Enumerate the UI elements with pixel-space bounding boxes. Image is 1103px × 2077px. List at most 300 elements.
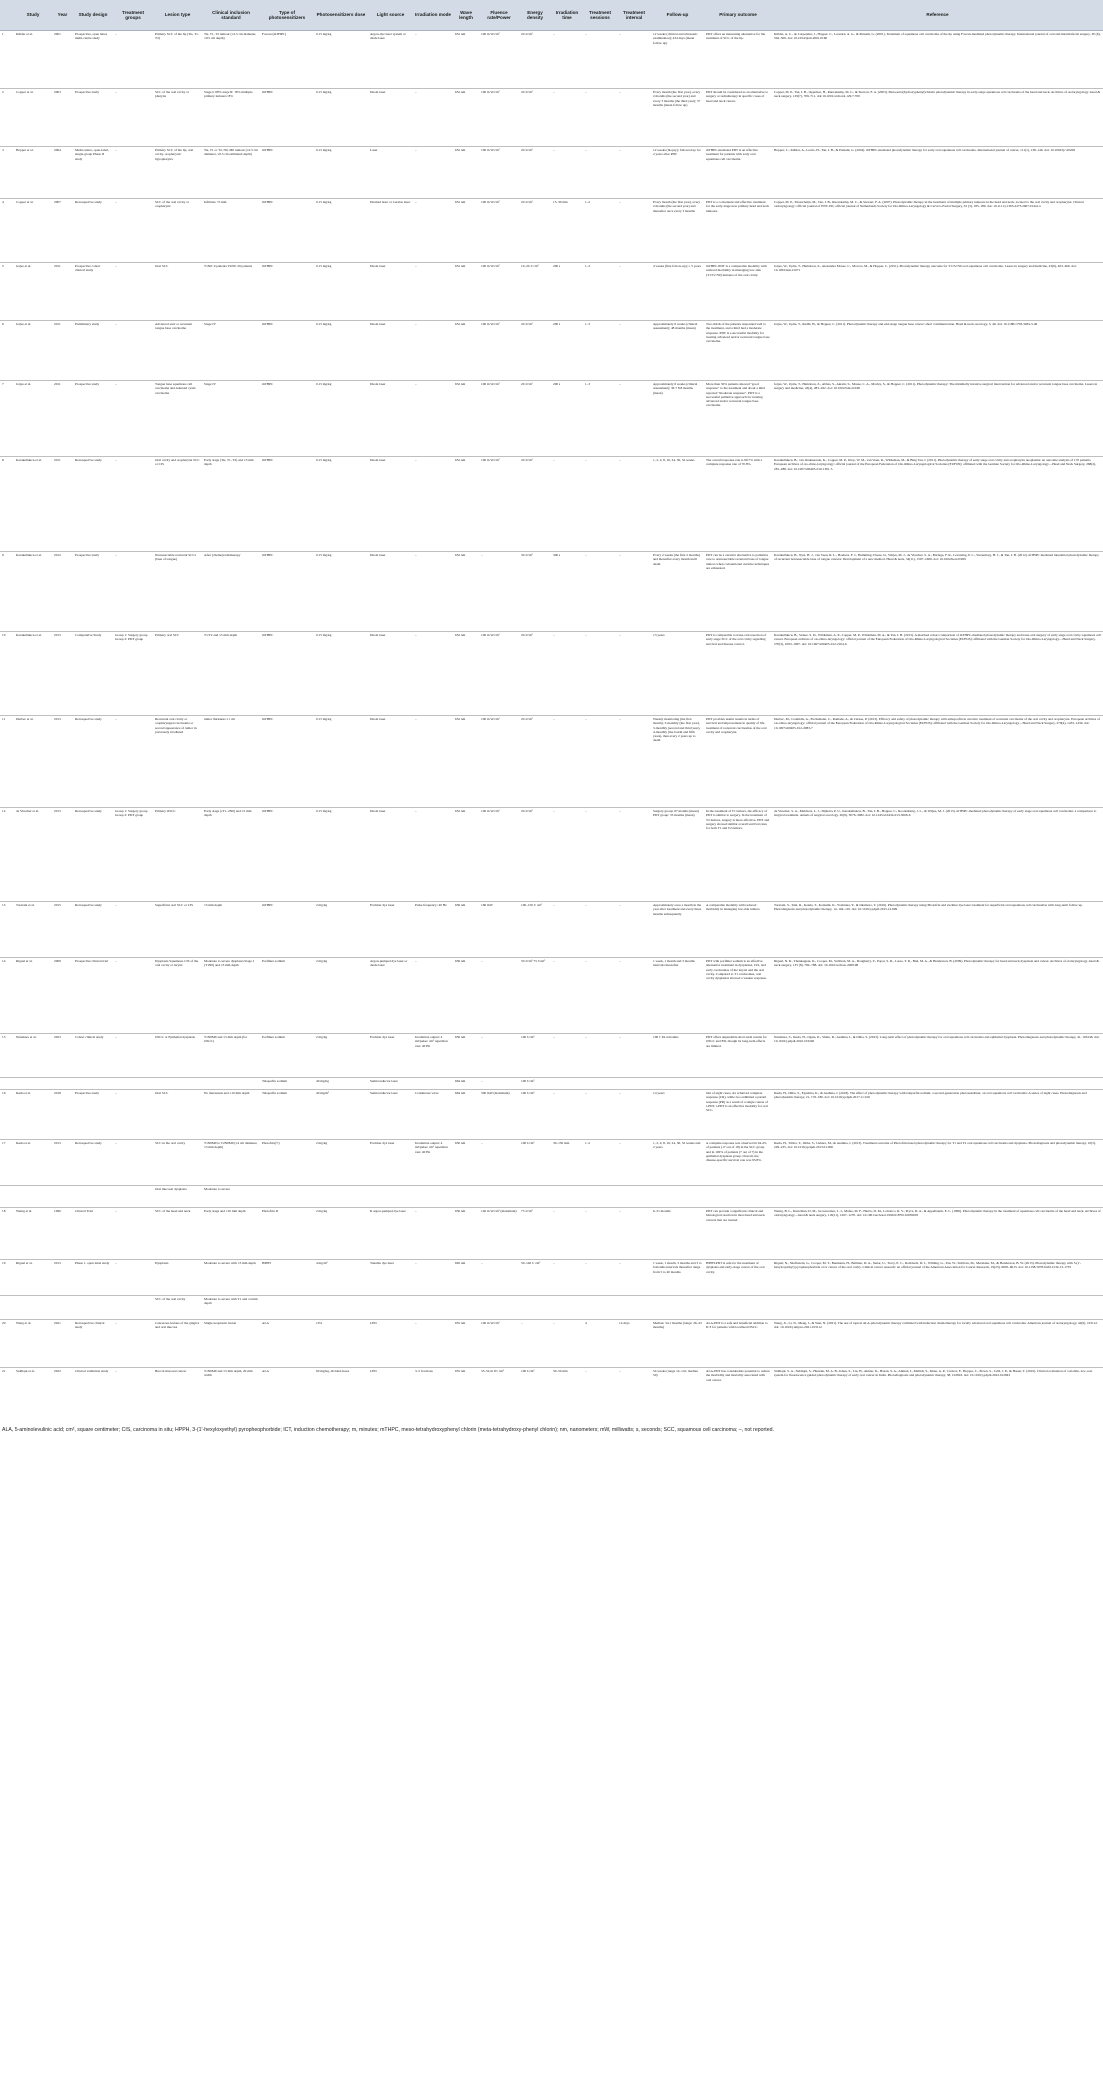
table-cell: Semiconductor laser — [368, 1078, 413, 1090]
table-cell: Porfimer sodium — [260, 1034, 314, 1078]
table-cell: Ikeda et al. — [14, 1090, 52, 1140]
table-cell: The overall response rate is 90.7% with a complete response rate of 70.8%. — [704, 457, 772, 552]
table-cell: mTHPC — [260, 808, 314, 902]
table-cell: 7 — [0, 381, 14, 457]
table-cell: – — [413, 321, 453, 381]
table-cell: de Visscher, S. A., Melchers, L. J., Dijkstra, P. U., Karakullukcu, B., Tan, I. B., Hopper, C., Roodenburg, J. L., & Witjes, M. J. (2013). mTHPC-mediated photodynamic therapy of early stage oral squamous cell carcinoma: a comparison to surgical treatment. Annals of surgical oncology, 20(9), 3076–3082. doi: 10.1245/s10434-013-3006-6 — [772, 808, 1103, 902]
table-cell: 9 — [0, 552, 14, 632]
table-cell: Copper, M. P., Tan, I. B., Oppelaar, H., Ruevekamp, M. C., & Stewart, F. A. (2003). Meta-tetra(hydroxyphenyl)chlorin photodynamic therapy in early-stage squamous cell carcinoma of the head and neck. Archives of otolaryngology–head & neck surgery, 129(7), 709–711. doi:10.1001/archotol.129.7.709 — [772, 89, 1103, 147]
table-cell: – — [583, 716, 617, 808]
table-cell: 2022 — [52, 1368, 73, 1422]
table-cell: A complete response was observed in 94.4% of patients (17 out of 18) in the SCC group and in 100% of patients (7 out of 7) in the epithelial dysplasia group. Overall, the disease-specific survival rate was 95.8%. — [704, 1140, 772, 1186]
table-cell: Prospective study — [73, 1090, 113, 1140]
table-cell: Rigual et al. — [14, 1260, 52, 1296]
table-cell: Siddiqui et al. — [14, 1368, 52, 1422]
table-cell: ALA-PDT has considerable potential to reduce the morbidity and mortality associated with oral cancer. — [704, 1368, 772, 1422]
table-cell: 0.15 mg/kg — [314, 89, 368, 147]
table-cell: Toratani et al. — [14, 902, 52, 958]
table-cell: 500 mW (maximum) — [479, 1090, 519, 1140]
table-cell: 1990 — [52, 1208, 73, 1260]
table-cell: Talaporfin sodium — [260, 1078, 314, 1090]
table-cell: Primary oral SCC — [153, 632, 202, 716]
table-cell: Copper et al. — [14, 199, 52, 263]
table-cell — [519, 1186, 551, 1208]
table-cell: Nanahara et al. — [14, 1034, 52, 1078]
table-cell: Retrospective study — [73, 1140, 113, 1186]
table-cell: 100 m W/cm² — [479, 263, 519, 321]
table-cell: Nanahara, S., Ikeda, H., Ogata, K., Shido, R., Asahina, I., & Ohba, S. (2023). Long-term effect of photodynamic therapy for oral squamous cell carcinoma and epithelial dysplasia. Photodiagnosis and photodynamic therapy, 41, 103246. doi: 10.1016/j.pdpdt.2022.103246 — [772, 1034, 1103, 1078]
table-cell: – — [551, 958, 583, 1034]
header-cell: Irradiation mode — [413, 0, 453, 31]
table-cell: 652 nm — [453, 89, 479, 147]
table-cell: Rigual et al. — [14, 958, 52, 1034]
table-cell: Every 2 weeks (the first 2 months) and thereafter every month until death — [651, 552, 704, 632]
table-cell: – — [413, 1320, 453, 1368]
table-cell: Argon-dye laser system or diode laser — [368, 31, 413, 89]
table-cell: – — [113, 1368, 153, 1422]
table-cell: 2 mg/kg — [314, 958, 368, 1034]
table-cell: Ikeda, H., Tobita, T., Ohba, S., Uehara, M., & Asahina, I. (2013). Treatment outcome of Photofrin-based photodynamic therapy for T1 and T2 oral squamous cell carcinoma and dysplasia. Photodiagnosis and photodynamic therapy, 10(3), 229–235. doi: 10.1016/j.pdpdt.2013.01.006 — [772, 1140, 1103, 1186]
header-cell: Fluence rate/Power — [479, 0, 519, 31]
table-cell: 50 J/cm² 75 J/cm² — [519, 958, 551, 1034]
table-cell: Talaporfin sodium — [260, 1090, 314, 1140]
header-row — [0, 0, 1103, 31]
table-cell: LED — [368, 1368, 413, 1422]
table-cell: – — [551, 716, 583, 808]
table-cell: Stage IV — [202, 381, 260, 457]
table-cell: 21 — [0, 1368, 14, 1422]
table-cell: 35–54 m W/ cm² — [479, 1368, 519, 1422]
table-cell: 652 nm — [453, 632, 479, 716]
table-cell: 2 mg/kg — [314, 902, 368, 958]
table-cell: 4 — [583, 1320, 617, 1368]
table-row — [0, 89, 1103, 147]
table-cell: Out of eight cases, six achieved complete response (CR), while two exhibited a partial response (PR) as a result of a single course of t-PDT. t-PDT is an effective modality for oral SCC. — [704, 1090, 772, 1140]
table-cell: Continuous wave — [413, 1090, 453, 1140]
table-cell: – — [413, 1208, 453, 1260]
table-cell — [113, 1186, 153, 1208]
table-cell: – — [617, 1368, 651, 1422]
table-cell: Prospective study — [73, 552, 113, 632]
table-cell: de Visscher et al. — [14, 808, 52, 902]
table-cell: 200 s — [551, 321, 583, 381]
table-cell: – — [583, 1208, 617, 1260]
table-cell: – — [479, 1140, 519, 1186]
table-cell — [519, 1296, 551, 1320]
table-cell: Karakullukcu, B., Nyst, H. J., van Veen, R. L., Hoebers, F. J., Hamming-Vrieze, O., Witjes, M. J., de Visscher, S. A., Burlage, F. R., Levendag, P. C., Sterenborg, H. J., & Tan, I. B. (2012). mTHPC mediated interstitial photodynamic therapy of recurrent nonresectable base of tongue cancers: Development of a new method. Head & neck, 34(11), 1597–1606. doi: 10.1002/hed.21969 — [772, 552, 1103, 632]
table-cell: PDT can provide a significant clinical and histological reaction in most head and neck cancers that are treated. — [704, 1208, 772, 1260]
table-cell: ≤5 mm depth — [202, 902, 260, 958]
table-cell: – — [413, 1260, 453, 1296]
table-cell: Oral SCC — [153, 1090, 202, 1140]
table-cell: – — [413, 199, 453, 263]
table-cell: 652 nm — [453, 31, 479, 89]
table-cell: – — [113, 1140, 153, 1186]
table-cell: 2007 — [52, 199, 73, 263]
table-cell: – — [113, 199, 153, 263]
table-cell: 100 m W/cm² — [479, 89, 519, 147]
table-cell: – — [583, 1034, 617, 1078]
table-cell: Every month (the first year), every 2 months (the second year) and thereafter once every 3 months — [651, 199, 704, 263]
table-cell: – — [551, 1208, 583, 1260]
table-cell: 2 mg/kg — [314, 1140, 368, 1186]
table-cell: Diode laser — [368, 321, 413, 381]
table-cell: 8 — [0, 457, 14, 552]
table-cell — [617, 1186, 651, 1208]
table-cell: PDT offers an interesting alternative for the treatment of SCC of the lip. — [704, 31, 772, 89]
table-cell: Tis, T1 or T2, N0, M0 tumour (≤2.5 cm diameter, ≤0.5 cm estimated depth) — [202, 147, 260, 199]
table-cell: Hopper et al. — [14, 147, 52, 199]
table-cell: More than 30% patients showed "good response" to the treatment and about a third reported "moderate response". PDT is a successful palliative approach for treating advanced and/or recurrent tongue base carcinoma. — [704, 381, 772, 457]
table-cell: Comparative Study — [73, 632, 113, 716]
table-cell: 3–5 fractions — [413, 1368, 453, 1422]
table-cell: Stage IV — [202, 321, 260, 381]
table-cell: Early stage (Tis, T1, T2) and ≤5 mm depth — [202, 457, 260, 552]
table-cell: 13 — [0, 902, 14, 958]
table-cell: – — [583, 1368, 617, 1422]
table-cell: 0.15 mg/kg — [314, 716, 368, 808]
table-cell: Wang et al. — [14, 1320, 52, 1368]
table-cell: 630 nm — [453, 1208, 479, 1260]
table-cell: 100 m W/cm² — [479, 632, 519, 716]
table-cell: 0.15 mg/kg — [314, 381, 368, 457]
table-cell — [617, 1078, 651, 1090]
table-cell: – — [113, 902, 153, 958]
table-cell: SCC in the oral cavity — [153, 1140, 202, 1186]
table-cell: – — [413, 457, 453, 552]
table-cell: 100 m W/cm² — [479, 716, 519, 808]
table-cell: 60 mg/kg, divided doses — [314, 1368, 368, 1422]
header-cell: Study design — [73, 0, 113, 31]
table-cell: 10 — [0, 632, 14, 716]
table-cell: – — [551, 902, 583, 958]
table-cell: – — [617, 1090, 651, 1140]
table-cell: 2018 — [52, 1090, 73, 1140]
table-cell: Jerjes, W., Upile, T., Radhi, H., & Hopper, C. (2011). Photodynamic therapy and end-stage tongue base cancer: short communication. Head & neck oncology, 3, 49. doi: 10.1186/1758-3284-3-49 — [772, 321, 1103, 381]
table-cell: PDT is comparable to trans-oral resection of early stage SCC of the oral cavity regarding survival and disease control. — [704, 632, 772, 716]
table-cell: tumor thickness ≤1 cm — [202, 716, 260, 808]
table-row — [0, 1320, 1103, 1368]
table-cell: Dysplasia — [153, 1260, 202, 1296]
table-cell: – — [113, 1320, 153, 1368]
table-cell: Every month (the first year), every 2 months (the second year) and every 3 months (the third year); 37 months (mean follow up) — [651, 89, 704, 147]
table-row — [0, 808, 1103, 902]
table-cell: PDT provides useful results in terms of survival and improvement in quality of life treatment of recurrent carcinomas of the oral cavity and oropharynx. — [704, 716, 772, 808]
table-cell: Dysplasia Squamous CIS of the oral cavity or larynx — [153, 958, 202, 1034]
table-cell: Advanced and/ or recurrent tongue base carcinoma — [153, 321, 202, 381]
table-cell: – — [617, 1208, 651, 1260]
table-cell: PDT offers dependable short-term results for OSCC and ED, though its long-term effects are limited. — [704, 1034, 772, 1078]
table-cell: 3 — [0, 147, 14, 199]
table-cell: – — [551, 808, 583, 902]
table-cell: Jerjes, W., Upile, T., Hamdoon, Z., Abbas, S., Akram, S., Mosse, C. A., Morley, S., & Hopper, C. (2011). Photodynamic therapy: The minimally invasive surgical intervention for advanced and/or recurrent tongue base carcinoma. Lasers in surgery and medicine, 43(4), 283–292. doi: 10.1002/lsm.21048 — [772, 381, 1103, 457]
table-row — [0, 1090, 1103, 1140]
table-cell: Excimer dye laser — [368, 902, 413, 958]
table-cell: Durbec et al. — [14, 716, 52, 808]
table-cell — [314, 1186, 368, 1208]
table-cell: PDT can be a curative alternative to palliative care to nonresectable recurrent base of tongue tumors when conventional curative techniques are exhausted. — [704, 552, 772, 632]
table-cell: – — [113, 552, 153, 632]
table-cell: mTHPC — [260, 199, 314, 263]
table-cell: HPPH — [260, 1260, 314, 1296]
table-cell: – — [583, 632, 617, 716]
table-cell: Retrospective clinical study — [73, 1320, 113, 1368]
table-cell: A comparable modality with reduced morbidity in managing low-risk tumors. — [704, 902, 772, 958]
table-cell: 14 days — [617, 1320, 651, 1368]
table-cell: – — [617, 31, 651, 89]
table-cell: – — [583, 958, 617, 1034]
table-cell: 635 nm — [453, 1368, 479, 1422]
table-cell: 2012 — [52, 552, 73, 632]
table-cell: – — [413, 89, 453, 147]
table-cell: 0.15 mg/kg — [314, 808, 368, 902]
table-cell — [453, 1296, 479, 1320]
table-cell: PDT should be considered as an alternative to surgery or radiotherapy in specific cases of head and neck cancer. — [704, 89, 772, 147]
table-cell: 652 nm — [453, 457, 479, 552]
table-row — [0, 902, 1103, 958]
table-cell: – — [617, 89, 651, 147]
table-cell: 2009 — [52, 958, 73, 1034]
table-cell — [583, 1296, 617, 1320]
table-cell: mTHPC — [260, 147, 314, 199]
table-cell: T1N0M0 to T2N0M0 (≤4 cm diameter, ≤5 mm depth) — [202, 1140, 260, 1186]
header-cell: Follow-up — [651, 0, 704, 31]
table-row — [0, 1186, 1103, 1208]
table-cell: Moderate to severe with ≤3 mm depth — [202, 1260, 260, 1296]
header-cell: Type of photosensitizers — [260, 0, 314, 31]
table-cell — [704, 1186, 772, 1208]
table-cell: – — [583, 1260, 617, 1296]
table-cell: Early stage (cT1–2N0) and ≤5 mm depth — [202, 808, 260, 902]
table-cell: 16 — [0, 1090, 14, 1140]
table-cell: Durbec, M., Cosmidis, A., Fuchsmann, C., Ramade, A., & Céruse, P. (2013). Efficacy and safety of photodynamic therapy with temoporfin in curative treatment of recurrent carcinoma of the oral cavity and oropharynx. European archives of oto-rhino-laryngology: official journal of the European Federation of Oto-Rhino-Laryngological Societies (EUFOS): affiliated with the German Society for Oto-Rhino-Laryngology—Head and Neck Surgery, 270(4), 1433–1439. doi: 10.1007/s00405-012-2083-7 — [772, 716, 1103, 808]
table-cell: 4 mg/m² — [314, 1260, 368, 1296]
table-cell: Argon-pumped dye laser or diode laser — [368, 958, 413, 1034]
table-cell: 652 nm — [453, 808, 479, 902]
table-cell: Jerjes et al. — [14, 263, 52, 321]
table-cell — [368, 1296, 413, 1320]
table-cell: 4 weeks (first follow-up); ≥ 5 years — [651, 263, 704, 321]
table-cell: mTHPC — [260, 902, 314, 958]
table-cell: – — [413, 552, 453, 632]
table-cell: Ikeda, H., Ohba, S., Egashira, K., & Asahina, I. (2018). The effect of photodynamic therapy with talaporfin sodium, a second-generation photosensitizer, on oral squamous cell carcinoma: A series of eight cases. Photodiagnosis and photodynamic therapy, 21, 176–180. doi: 10.1016/j.pdpdt.2017.11.016 — [772, 1090, 1103, 1140]
table-cell: 652 nm — [453, 199, 479, 263]
table-cell: 17 — [0, 1140, 14, 1186]
table-cell: 10–20 J/ cm² — [519, 263, 551, 321]
table-cell: 664 nm — [453, 1078, 479, 1090]
table-cell: 20 — [0, 1320, 14, 1368]
table-body — [0, 31, 1103, 1422]
table-footnote: ALA, 5-aminolevulinic acid; cm², square centimeter; CIS, carcinoma in situ; HPPH, 3-(1'-hexyloxyethyl) pyropheophorbide; ICT, induction chemotherapy; m, minutes; mTHPC, meso-tetrahydroxyphenyl chlorin (meta-tetrahydroxy-phenyl chlorin); nm, nanometers; mW, milliwatts; s, seconds; SCC, squamous cell carcinoma; –, not reported. — [2, 1426, 774, 1433]
table-cell: 1 week, 1 month, 3 months and 3 to 6 months intervals thereafter range from 5 to 40 months — [651, 1260, 704, 1296]
table-cell: 0.15 mg/kg — [314, 552, 368, 632]
table-cell: 0.15 mg/kg — [314, 263, 368, 321]
table-cell — [551, 1186, 583, 1208]
table-cell: 2001 — [52, 31, 73, 89]
table-cell: Superficial oral SCC or CIS — [153, 902, 202, 958]
table-cell: – — [113, 1208, 153, 1260]
table-cell: – — [113, 321, 153, 381]
table-cell: – — [113, 457, 153, 552]
table-cell: Tis, T1, T2 tumour (≤2.5 cm diameter, ≤0.5 cm depth) — [202, 31, 260, 89]
table-cell: 20 J/cm² — [519, 89, 551, 147]
table-cell: 100 m W/cm² — [479, 321, 519, 381]
table-cell — [73, 1186, 113, 1208]
header-cell-index — [0, 0, 14, 31]
table-cell: Retrospective study — [73, 902, 113, 958]
header-cell: Year — [52, 0, 73, 31]
table-cell — [368, 1186, 413, 1208]
table-cell: Clinical Trial — [73, 1208, 113, 1260]
table-cell: OSCC or Epithelial dysplasia — [153, 1034, 202, 1078]
table-cell: Oral mucosal dysplasia — [153, 1186, 202, 1208]
table-cell: 0.15 mg/kg — [314, 199, 368, 263]
table-cell: – — [113, 1260, 153, 1296]
table-cell: Irradiation output: 4 mJ/pulse/ cm² repetition rate: 40 Hz — [413, 1140, 453, 1186]
table-row — [0, 147, 1103, 199]
table-cell: – — [583, 902, 617, 958]
table-cell: 0.15 mg/kg — [314, 457, 368, 552]
table-cell: 20 J/cm² — [519, 808, 551, 902]
table-cell — [551, 1296, 583, 1320]
table-cell: Moderate to severe with T1 and ≤4 mm depth — [202, 1296, 260, 1320]
table-cell: 140 m W/cm² (maximum) — [479, 1208, 519, 1260]
table-cell: 75 J/cm² — [519, 1208, 551, 1260]
table-cell: Karakullukcu, B., van Oudenaarde, K., Copper, M. P., Klop, W. M., van Veen, R., Wildeman, M., & Bing Tan, I. (2011). Photodynamic therapy of early stage oral cavity and oropharynx neoplasms: an outcome analysis of 170 patients. European archives of oto-rhino-laryngology: official journal of the European Federation of Oto-Rhino-Laryngological Societies (EUFOS): affiliated with the German Society for Oto-Rhino-Laryngology—Head and Neck Surgery, 268(2), 281–288. doi: 10.1007/s00405-010-1361-5 — [772, 457, 1103, 552]
table-cell: mTHPC — [260, 381, 314, 457]
table-cell: – — [551, 1034, 583, 1078]
table-cell: – — [479, 1260, 519, 1296]
table-cell: ALA-PDT is a safe and beneficial addition to ICT for patients with localized OSCC. — [704, 1320, 772, 1368]
table-cell: – — [413, 632, 453, 716]
table-cell: 100 J/cm² — [519, 1140, 551, 1186]
table-cell: Copper, M. P., Triesscheijn, M., Tan, I. B., Ruevekamp, M. C., & Stewart, F. A. (2007). Photodynamic therapy in the treatment of multiple primary tumours in the head and neck, located to the oral cavity and oropharynx. Clinical otolaryngology: official journal of ENT-UK; official journal of Netherlands Society for Oto-Rhino-Laryngology & Cervico-Facial Surgery, 32 (3), 185–189. doi: 10.1111/j.1365-2273.2007.01441.x — [772, 199, 1103, 263]
table-cell: 664 nm — [453, 1090, 479, 1140]
table-cell — [314, 1296, 368, 1320]
table-cell: T1N0: 9 patients T2N0: 29 patients — [202, 263, 260, 321]
table-cell: 630 nm — [453, 902, 479, 958]
table-cell: Diode laser — [368, 457, 413, 552]
table-cell: – — [413, 147, 453, 199]
table-row — [0, 1034, 1103, 1078]
table-cell: 2 mg/kg — [314, 1208, 368, 1260]
table-cell: Preliminary study — [73, 321, 113, 381]
table-cell — [583, 1078, 617, 1090]
table-cell: – — [551, 89, 583, 147]
table-cell: Primary SCC of the lip, oral cavity, oropharynx/ hypopharynx — [153, 147, 202, 199]
table-cell — [260, 1186, 314, 1208]
table-cell: 14 — [0, 958, 14, 1034]
table-cell — [0, 1296, 14, 1320]
table-cell: – — [617, 1034, 651, 1078]
table-cell: 2013 — [52, 808, 73, 902]
table-cell: – — [113, 381, 153, 457]
table-cell — [704, 1296, 772, 1320]
table-cell: 2003 — [52, 89, 73, 147]
table-cell: No metastasis and ≤10 mm depth — [202, 1090, 260, 1140]
table-cell: 19 — [0, 1260, 14, 1296]
table-cell: Prospective study — [73, 381, 113, 457]
table-cell: ≥4 years — [651, 1090, 704, 1140]
table-cell: – — [551, 1320, 583, 1368]
table-cell: – — [113, 31, 153, 89]
table-cell: SCC of the oral cavity or pharynx — [153, 89, 202, 147]
table-cell: T1N0M0 and ≤5 mm depth (for OSCC) — [202, 1034, 260, 1078]
table-row — [0, 1078, 1103, 1090]
table-cell: – — [617, 808, 651, 902]
table-cell: – — [583, 147, 617, 199]
table-cell: – — [551, 147, 583, 199]
table-cell — [772, 1078, 1103, 1090]
table-cell: 100 J/cm² — [519, 1078, 551, 1090]
table-cell: 20 J/cm² — [519, 457, 551, 552]
table-cell: Retrospective study — [73, 716, 113, 808]
table-cell: Wang, X., Li, N., Meng, J., & Wen, N. (2021). The use of topical ALA-photodynamic therapy combined with induction chemotherapy for locally advanced oral squamous cell carcinoma. American journal of otolaryngology, 42(6), 103112. doi: 10.1016/j.amjoto.2021.103112 — [772, 1320, 1103, 1368]
table-cell: 2021 — [52, 1320, 73, 1368]
table-cell: 40 mg/m² — [314, 1090, 368, 1140]
table-row — [0, 1296, 1103, 1320]
table-cell: mTHPC — [260, 632, 314, 716]
table-cell: – — [413, 958, 453, 1034]
table-cell: Semiconductor laser — [368, 1090, 413, 1140]
table-cell: – — [551, 457, 583, 552]
table-cell: 100 m W/cm² — [479, 457, 519, 552]
table-cell — [651, 1078, 704, 1090]
table-cell: Primary SCC of the lip (Tis, T1, T2) — [153, 31, 202, 89]
table-cell: 2023 — [52, 1034, 73, 1078]
table-cell: 100 m W/cm² — [479, 808, 519, 902]
table-cell: Ikeda et al. — [14, 1140, 52, 1186]
table-cell: 630 nm — [453, 1034, 479, 1078]
table-cell: Jerjes et al. — [14, 321, 52, 381]
table-cell: 20 J/cm² — [519, 716, 551, 808]
table-cell: – — [113, 89, 153, 147]
table-cell: mTHPC — [260, 552, 314, 632]
table-cell: 10% — [314, 1320, 368, 1368]
table-cell: Photofrin II — [260, 1208, 314, 1260]
table-cell: – — [583, 552, 617, 632]
table-cell: After (chemo)radiotherapy — [202, 552, 260, 632]
table-cell: 100–150 J/ cm² — [519, 902, 551, 958]
table-cell — [413, 1078, 453, 1090]
table-cell: mTHPC — [260, 457, 314, 552]
table-row — [0, 1208, 1103, 1260]
table-cell: mTHPC — [260, 716, 314, 808]
table-cell: Wenig et al. — [14, 1208, 52, 1260]
table-row — [0, 1368, 1103, 1422]
table-cell: Excimer dye laser — [368, 1140, 413, 1186]
table-cell: – — [617, 263, 651, 321]
table-cell: 100 J/cm² — [519, 1090, 551, 1140]
table-cell: SCC of the oral cavity or oropharynx — [153, 199, 202, 263]
table-cell — [153, 1078, 202, 1090]
table-header — [0, 0, 1103, 31]
header-cell: Reference — [772, 0, 1103, 31]
header-cell: Wave length — [453, 0, 479, 31]
table-cell — [202, 1078, 260, 1090]
table-cell: Infiltrate <5 mm — [202, 199, 260, 263]
table-cell: 630 nm — [453, 1140, 479, 1186]
table-cell: 106 ± 49.4 months — [651, 1034, 704, 1078]
table-cell: 300 s — [551, 552, 583, 632]
table-cell: 20 J/cm² — [519, 199, 551, 263]
table-cell: T1N0M0 and ≤5 mm depth, 20 mm width — [202, 1368, 260, 1422]
table-cell: Kübler, A. C., de Carpentier, J., Hopper, C., Leonard, A. G., & Putnam, G. (2001). Treatment of squamous cell carcinoma of the lip using Foscan-mediated photodynamic therapy. International journal of oral and maxillofacial surgery, 30 (6), 504–509. doi: 10.1054/ijom.2001.0160 — [772, 31, 1103, 89]
table-cell: 2 — [0, 89, 14, 147]
table-cell: Approximately once a month in the year after treatment and every three months subsequently — [651, 902, 704, 958]
table-cell: Prospective, open label, multi-centre study — [73, 31, 113, 89]
table-cell: 12 weeks (biopsy); followed up for 2 years after PDT — [651, 147, 704, 199]
